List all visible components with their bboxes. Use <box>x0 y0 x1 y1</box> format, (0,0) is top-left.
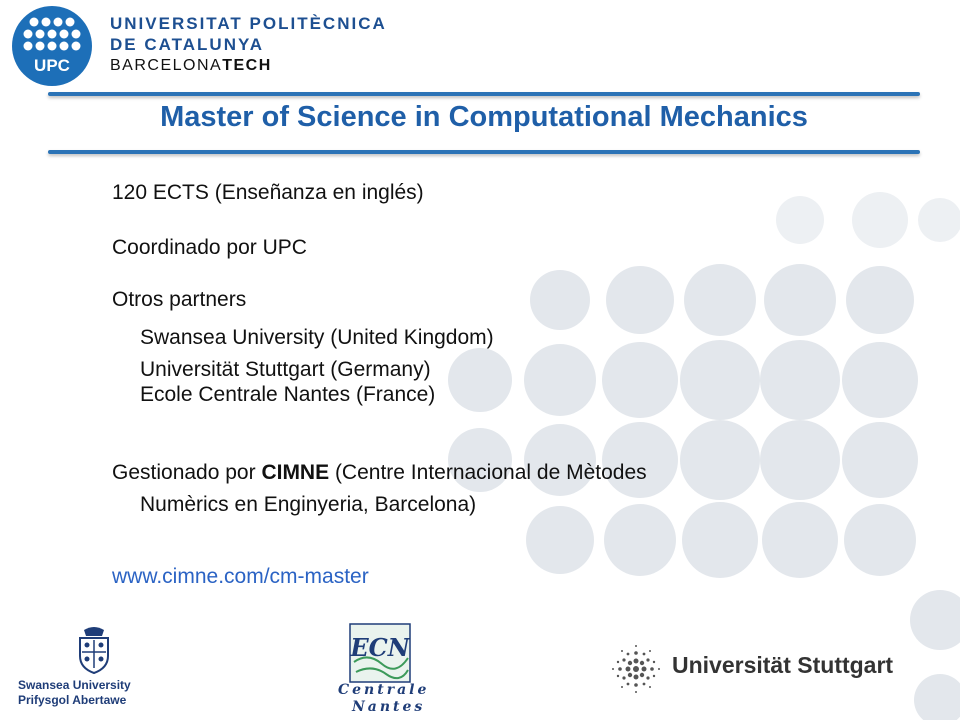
stuttgart-dot-logo-icon <box>608 642 664 696</box>
partner-item: Swansea University (United Kingdom) <box>140 326 494 349</box>
coordinator-line: Coordinado por UPC <box>112 236 307 259</box>
partners-heading: Otros partners <box>112 288 247 311</box>
swansea-name-en: Swansea University <box>18 678 131 692</box>
managed-rest: (Centre Internacional de Mètodes <box>329 461 647 484</box>
page-title: Master of Science in Computational Mechanics <box>160 101 808 133</box>
title-rule-bottom <box>48 150 920 154</box>
swansea-crest-icon <box>72 624 116 674</box>
managed-by-line <box>112 461 647 485</box>
upc-logo-icon <box>12 6 92 86</box>
nantes-word: Nantes <box>352 699 426 715</box>
ects-line: 120 ECTS (Enseñanza en inglés) <box>112 181 424 204</box>
stuttgart-name: Universität Stuttgart <box>672 652 894 678</box>
partner-item: Ecole Centrale Nantes (France) <box>140 383 436 406</box>
barcelona-word: BARCELONA <box>110 57 223 74</box>
ecn-logo-icon <box>348 622 412 684</box>
managed-org: CIMNE <box>261 461 330 484</box>
partner-item: Universität Stuttgart (Germany) <box>140 358 431 381</box>
managed-prefix: Gestionado por <box>112 461 262 484</box>
upc-logo-text: UPC <box>34 56 70 75</box>
institution-name-line1: UNIVERSITAT POLITÈCNICA <box>110 14 387 33</box>
tech-word: TECH <box>222 57 272 74</box>
title-rule-top <box>48 92 920 96</box>
swansea-name-cy: Prifysgol Abertawe <box>18 693 127 707</box>
managed-by-line2: Numèrics en Enginyeria, Barcelona) <box>140 493 477 516</box>
centrale-word: Centrale <box>338 682 430 698</box>
institution-name-line2: DE CATALUNYA <box>110 35 265 54</box>
partner-logos-strip <box>0 616 894 720</box>
ecn-mark-text: ECN <box>350 633 410 662</box>
program-website-link[interactable]: www.cimne.com/cm-master <box>112 565 369 588</box>
institution-name-line3 <box>110 57 272 75</box>
